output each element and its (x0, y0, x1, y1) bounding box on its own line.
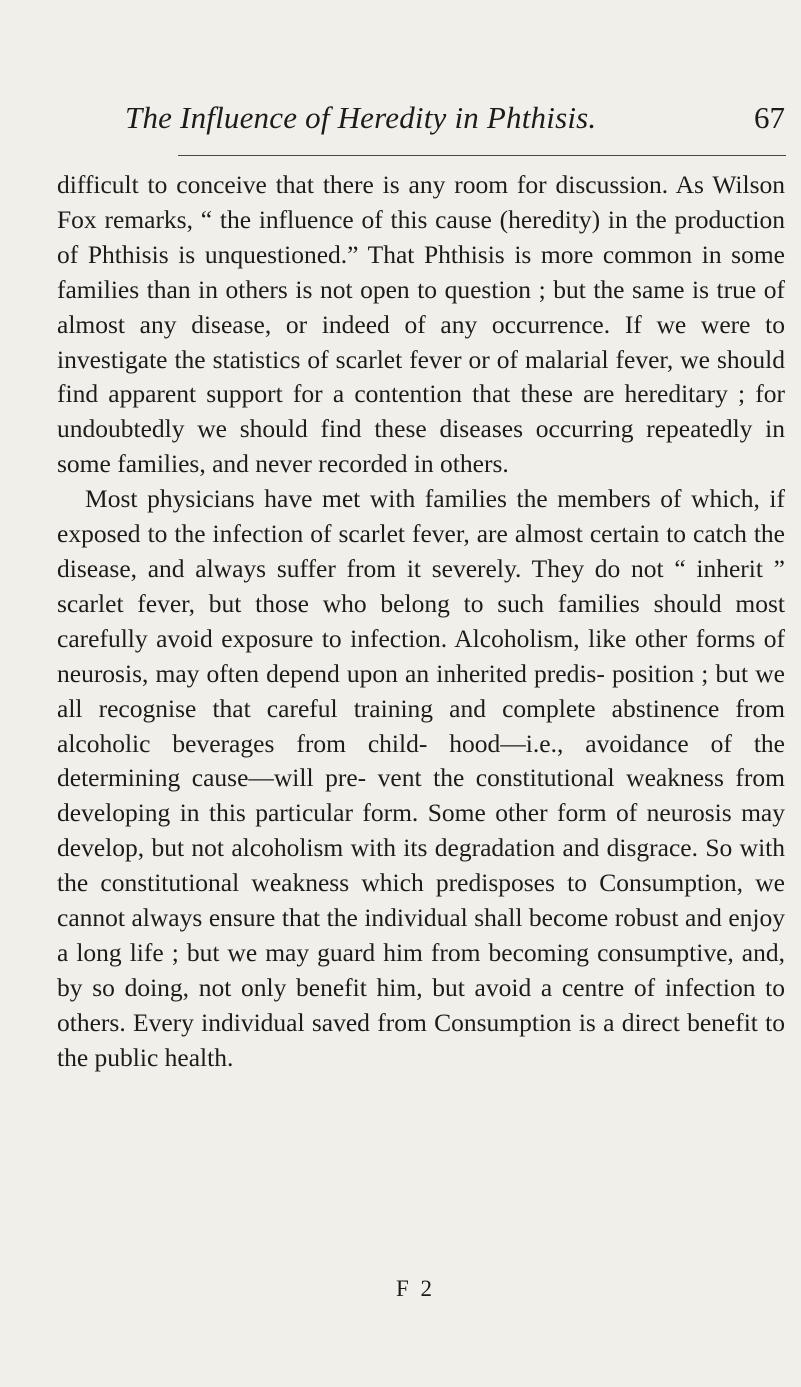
header-rule (178, 155, 786, 156)
body-text (57, 168, 785, 1076)
paragraph: Most physicians have met with families the members of which, if exposed to the infection of scarlet fever, are almost certain to catch the disease, and always suffer from it severely. They do not “ inherit ” scarlet fever, but those who belong to such families should most carefully avoid exposure to infection. Alcoholism, like other forms of neurosis, may often depend upon an inherited predis- position ; but we all recognise that careful training and complete abstinence from alcoholic beverages from child- hood—i.e., avoidance of the determining cause—will pre- vent the constitutional weakness from developing in this particular form. Some other form of neurosis may develop, but not alcoholism with its degradation and disgrace. So with the constitutional weakness which predisposes to Consumption, we cannot always ensure that the individual shall become robust and enjoy a long life ; but we may guard him from becoming consumptive, and, by so doing, not only benefit him, but avoid a centre of infection to others. Every individual saved from Consumption is a direct benefit to the public health. (57, 484, 785, 1072)
page-number: 67 (754, 100, 785, 135)
paragraph-continued: difficult to conceive that there is any room for discussion. As Wilson Fox remarks, “ the influence of this cause (heredity) in the production of Phthisis is unquestioned.” That Phthisis is more common in some families than in others is not open to question ; but the same is true of almost any disease, or indeed of any occurrence. If we were to investigate the statistics of scarlet fever or of malarial fever, we should find apparent support for a contention that these are hereditary ; for undoubtedly we should find these diseases occurring repeatedly in some families, and never recorded in others. (57, 170, 785, 479)
running-head (125, 100, 785, 140)
running-title: The Influence of Heredity in Phthisis. (125, 100, 597, 135)
signature-mark: F 2 (396, 1276, 436, 1301)
